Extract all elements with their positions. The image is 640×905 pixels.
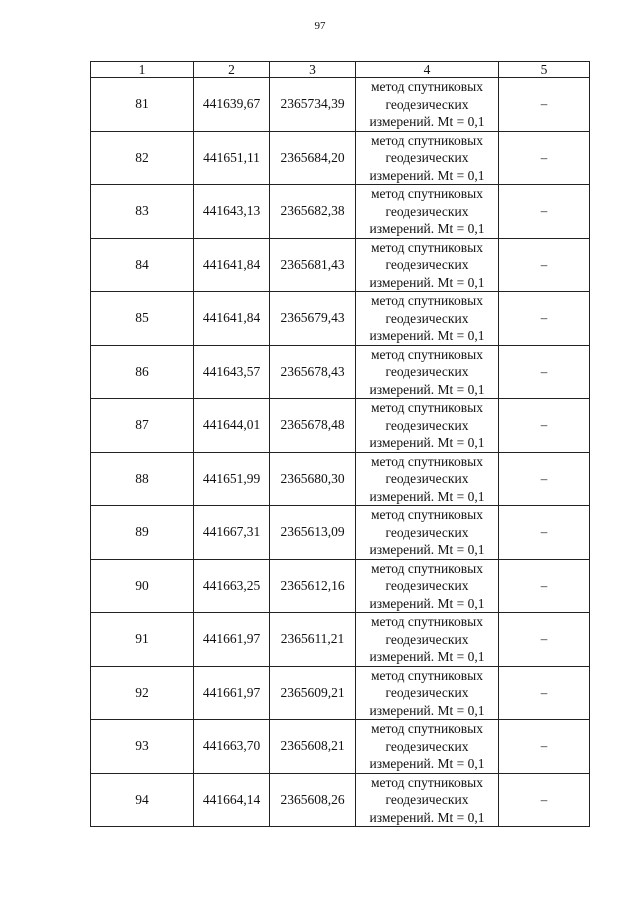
method-line: метод спутниковых (371, 132, 483, 148)
method-line: метод спутниковых (371, 346, 483, 362)
method-cell (356, 613, 499, 667)
y-coordinate-cell: 2365612,16 (270, 559, 356, 613)
method-line: метод спутниковых (371, 79, 483, 94)
table-row (91, 613, 590, 667)
col5-cell: – (499, 559, 590, 613)
y-coordinate-cell: 2365678,48 (270, 399, 356, 453)
col5-cell: – (499, 185, 590, 239)
table-row (91, 506, 590, 560)
method-cell (356, 666, 499, 720)
method-cell (356, 506, 499, 560)
x-coordinate-cell: 441664,14 (194, 773, 270, 827)
method-line: геодезических (385, 631, 469, 647)
method-cell (356, 559, 499, 613)
method-cell (356, 238, 499, 292)
point-number-cell: 89 (91, 506, 194, 560)
x-coordinate-cell: 441641,84 (194, 238, 270, 292)
point-number-cell: 85 (91, 292, 194, 346)
col5-cell: – (499, 78, 590, 132)
method-line: метод спутниковых (371, 453, 483, 469)
method-line: геодезических (385, 150, 469, 165)
x-coordinate-cell: 441663,25 (194, 559, 270, 613)
y-coordinate-cell: 2365682,38 (270, 185, 356, 239)
table-row (91, 399, 590, 453)
method-line: метод спутниковых (371, 614, 483, 629)
point-number-cell: 92 (91, 666, 194, 720)
table-body (91, 78, 590, 827)
method-cell (356, 452, 499, 506)
method-line: измерений. Mt = 0,1 (369, 542, 485, 557)
method-line: геодезических (385, 96, 469, 112)
method-line: метод спутниковых (371, 186, 483, 201)
header-col-2: 2 (194, 62, 270, 78)
table-row (91, 238, 590, 292)
header-col-1: 1 (91, 62, 194, 78)
method-line: измерений. Mt = 0,1 (369, 488, 485, 504)
point-number-cell: 84 (91, 238, 194, 292)
y-coordinate-cell: 2365613,09 (270, 506, 356, 560)
col5-cell: – (499, 452, 590, 506)
point-number-cell: 82 (91, 131, 194, 185)
table-row (91, 345, 590, 399)
x-coordinate-cell: 441651,11 (194, 131, 270, 185)
method-line: измерений. Mt = 0,1 (369, 649, 485, 664)
x-coordinate-cell: 441667,31 (194, 506, 270, 560)
x-coordinate-cell: 441644,01 (194, 399, 270, 453)
table-header-row (91, 62, 590, 78)
point-number-cell: 94 (91, 773, 194, 827)
method-line: измерений. Mt = 0,1 (369, 595, 485, 611)
col5-cell: – (499, 613, 590, 667)
method-line: метод спутниковых (371, 667, 483, 683)
method-line: метод спутниковых (371, 293, 483, 308)
y-coordinate-cell: 2365611,21 (270, 613, 356, 667)
method-cell (356, 399, 499, 453)
header-col-4: 4 (356, 62, 499, 78)
method-line: измерений. Mt = 0,1 (369, 435, 485, 450)
x-coordinate-cell: 441641,84 (194, 292, 270, 346)
method-cell (356, 292, 499, 346)
y-coordinate-cell: 2365608,26 (270, 773, 356, 827)
point-number-cell: 86 (91, 345, 194, 399)
x-coordinate-cell: 441651,99 (194, 452, 270, 506)
method-line: геодезических (385, 578, 469, 593)
method-line: метод спутниковых (371, 507, 483, 522)
table-row (91, 452, 590, 506)
method-line: геодезических (385, 792, 469, 807)
x-coordinate-cell: 441643,13 (194, 185, 270, 239)
method-line: метод спутниковых (371, 239, 483, 255)
x-coordinate-cell: 441661,97 (194, 666, 270, 720)
y-coordinate-cell: 2365734,39 (270, 78, 356, 132)
method-line: измерений. Mt = 0,1 (369, 756, 485, 771)
header-col-5: 5 (499, 62, 590, 78)
col5-cell: – (499, 345, 590, 399)
method-line: геодезических (385, 203, 469, 219)
table-row (91, 773, 590, 827)
col5-cell: – (499, 773, 590, 827)
y-coordinate-cell: 2365684,20 (270, 131, 356, 185)
point-number-cell: 88 (91, 452, 194, 506)
y-coordinate-cell: 2365608,21 (270, 720, 356, 774)
method-line: геодезических (385, 471, 469, 486)
method-line: метод спутниковых (371, 774, 483, 790)
y-coordinate-cell: 2365609,21 (270, 666, 356, 720)
table-row (91, 292, 590, 346)
point-number-cell: 93 (91, 720, 194, 774)
table-row (91, 78, 590, 132)
method-line: геодезических (385, 685, 469, 700)
method-cell (356, 131, 499, 185)
x-coordinate-cell: 441643,57 (194, 345, 270, 399)
method-line: измерений. Mt = 0,1 (369, 381, 485, 397)
method-line: геодезических (385, 257, 469, 272)
point-number-cell: 90 (91, 559, 194, 613)
point-number-cell: 81 (91, 78, 194, 132)
table-row (91, 666, 590, 720)
method-line: геодезических (385, 364, 469, 379)
y-coordinate-cell: 2365680,30 (270, 452, 356, 506)
col5-cell: – (499, 399, 590, 453)
table-row (91, 185, 590, 239)
y-coordinate-cell: 2365679,43 (270, 292, 356, 346)
col5-cell: – (499, 666, 590, 720)
method-line: геодезических (385, 417, 469, 433)
method-line: измерений. Mt = 0,1 (369, 274, 485, 290)
method-line: геодезических (385, 524, 469, 540)
point-number-cell: 87 (91, 399, 194, 453)
coordinates-table (90, 61, 590, 827)
method-cell (356, 345, 499, 399)
method-line: измерений. Mt = 0,1 (369, 328, 485, 343)
method-line: измерений. Mt = 0,1 (369, 167, 485, 183)
point-number-cell: 91 (91, 613, 194, 667)
y-coordinate-cell: 2365681,43 (270, 238, 356, 292)
col5-cell: – (499, 506, 590, 560)
method-line: измерений. Mt = 0,1 (369, 221, 485, 236)
header-col-3: 3 (270, 62, 356, 78)
method-cell (356, 78, 499, 132)
method-line: измерений. Mt = 0,1 (369, 702, 485, 718)
method-cell (356, 773, 499, 827)
x-coordinate-cell: 441661,97 (194, 613, 270, 667)
method-line: измерений. Mt = 0,1 (369, 114, 485, 129)
method-cell (356, 720, 499, 774)
col5-cell: – (499, 131, 590, 185)
col5-cell: – (499, 238, 590, 292)
table-row (91, 131, 590, 185)
point-number-cell: 83 (91, 185, 194, 239)
x-coordinate-cell: 441639,67 (194, 78, 270, 132)
method-line: измерений. Mt = 0,1 (369, 809, 485, 825)
col5-cell: – (499, 720, 590, 774)
method-line: геодезических (385, 738, 469, 754)
y-coordinate-cell: 2365678,43 (270, 345, 356, 399)
method-line: метод спутниковых (371, 560, 483, 576)
page-number: 97 (314, 20, 326, 32)
method-cell (356, 185, 499, 239)
method-line: метод спутниковых (371, 400, 483, 415)
method-line: метод спутниковых (371, 721, 483, 736)
col5-cell: – (499, 292, 590, 346)
table-row (91, 720, 590, 774)
method-line: геодезических (385, 310, 469, 326)
table-row (91, 559, 590, 613)
x-coordinate-cell: 441663,70 (194, 720, 270, 774)
